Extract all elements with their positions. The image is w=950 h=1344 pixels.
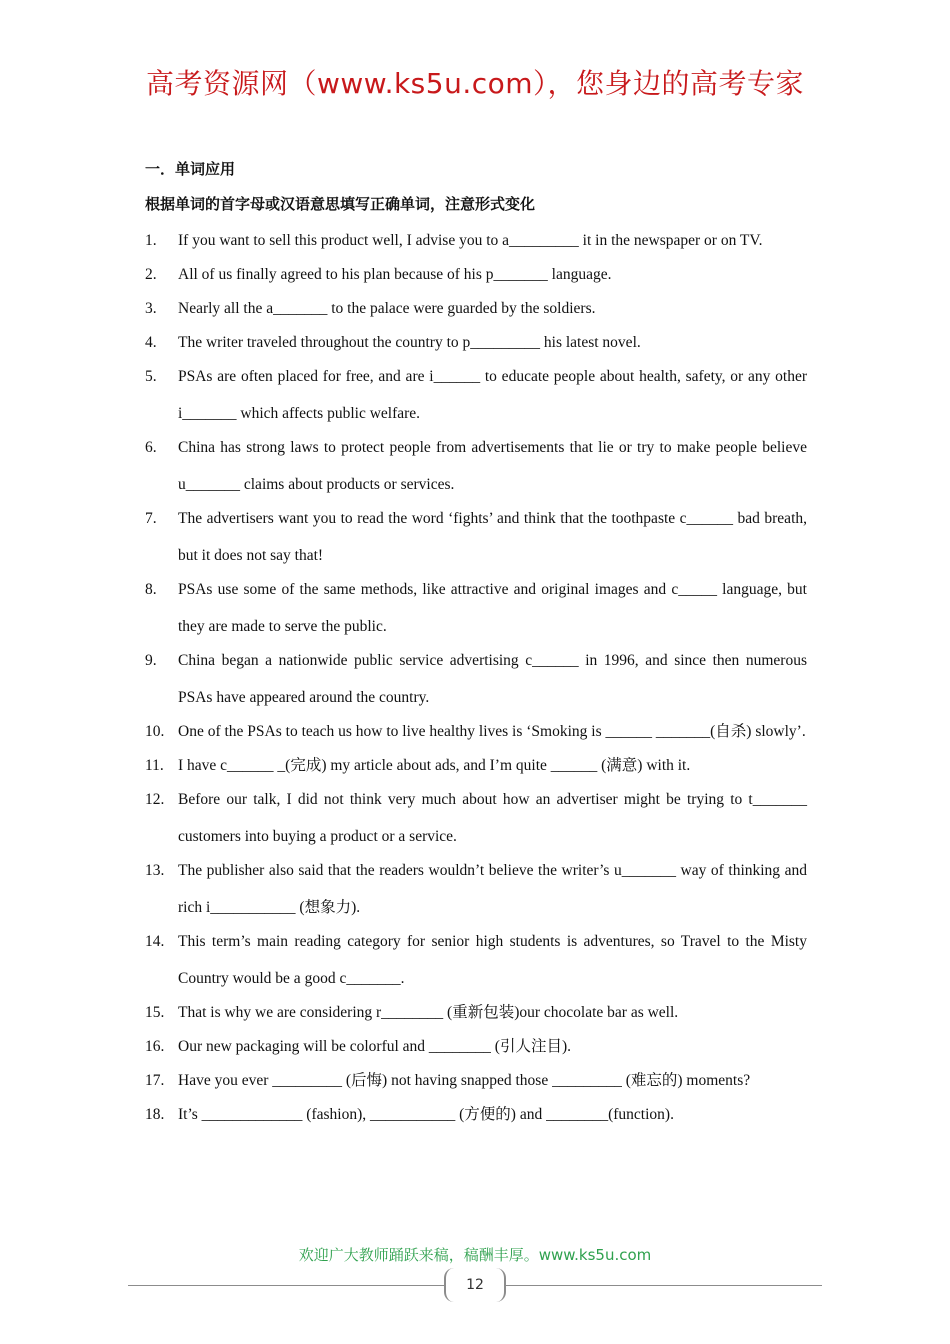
page-header-title: 高考资源网（www.ks5u.com），您身边的高考专家 [145, 67, 805, 100]
question-text: That is why we are considering r________ (重新包装)our chocolate bar as well. [178, 1004, 679, 1021]
question-text: Before our talk, I did not think very much about how an advertiser might be trying to t_______ customers into buying a product or a service. [178, 791, 807, 845]
question-number: 11. [145, 757, 164, 774]
question-text: I have c______ _(完成) my article about ads, and I’m quite ______ (满意) with it. [178, 757, 691, 774]
question-item [145, 923, 807, 997]
question-number: 8. [145, 581, 157, 598]
question-item [145, 571, 807, 645]
question-number: 2. [145, 266, 157, 283]
question-item [145, 1062, 807, 1099]
question-text: The advertisers want you to read the word ‘fights’ and think that the toothpaste c______ bad breath, but it does not say that! [178, 510, 807, 564]
question-item [145, 1028, 807, 1065]
question-item [145, 747, 807, 784]
question-item [145, 713, 807, 750]
question-number: 14. [145, 933, 165, 950]
question-number: 17. [145, 1072, 165, 1089]
question-text: Have you ever _________ (后悔) not having snapped those _________ (难忘的) moments? [178, 1072, 751, 1089]
question-number: 7. [145, 510, 157, 527]
instruction-text: 根据单词的首字母或汉语意思填写正确单词，注意形式变化 [145, 195, 536, 213]
question-text: The publisher also said that the readers wouldn’t believe the writer’s u_______ way of thinking and rich i___________ (想象力). [178, 862, 807, 916]
question-number: 18. [145, 1106, 165, 1123]
question-text: PSAs use some of the same methods, like attractive and original images and c_____ language, but they are made to serve the public. [178, 581, 807, 635]
footer-divider-right [504, 1285, 822, 1286]
question-item [145, 358, 807, 432]
question-text: All of us finally agreed to his plan because of his p_______ language. [178, 266, 612, 283]
question-number: 5. [145, 368, 157, 385]
question-item [145, 324, 807, 361]
question-item [145, 500, 807, 574]
question-number: 1. [145, 232, 157, 249]
question-number: 4. [145, 334, 157, 351]
question-number: 6. [145, 439, 157, 456]
question-item [145, 222, 807, 259]
question-text: This term’s main reading category for senior high students is adventures, so Travel to the Misty Country would be a good c_______. [178, 933, 807, 987]
question-text: One of the PSAs to teach us how to live healthy lives is ‘Smoking is ______ _______(自杀) slowly’. [178, 723, 806, 740]
question-item [145, 290, 807, 327]
section-title: 一．单词应用 [145, 160, 236, 178]
footer-divider-left [128, 1285, 446, 1286]
question-text: China began a nationwide public service advertising c______ in 1996, and since then numerous PSAs have appeared around the country. [178, 652, 807, 706]
footer-text: 欢迎广大教师踊跃来稿，稿酬丰厚。www.ks5u.com [298, 1246, 652, 1264]
worksheet-content [145, 158, 807, 1130]
question-item [145, 642, 807, 716]
question-item [145, 256, 807, 293]
question-number: 9. [145, 652, 157, 669]
question-number: 16. [145, 1038, 165, 1055]
question-number: 12. [145, 791, 165, 808]
question-number: 13. [145, 862, 165, 879]
question-text: The writer traveled throughout the country to p_________ his latest novel. [178, 334, 641, 351]
question-text: It’s _____________ (fashion), ___________ (方便的) and ________(function). [178, 1106, 674, 1123]
question-item [145, 994, 807, 1031]
question-text: If you want to sell this product well, I advise you to a_________ it in the newspaper or on TV. [178, 232, 763, 249]
question-text: China has strong laws to protect people from advertisements that lie or try to make people believe u_______ claims about products or services. [178, 439, 807, 493]
question-text: PSAs are often placed for free, and are i______ to educate people about health, safety, or any other i_______ which affects public welfare. [178, 368, 807, 422]
question-number: 10. [145, 723, 165, 740]
question-text: Nearly all the a_______ to the palace were guarded by the soldiers. [178, 300, 596, 317]
question-item [145, 429, 807, 503]
question-number: 15. [145, 1004, 165, 1021]
question-item [145, 1096, 807, 1133]
question-item [145, 781, 807, 855]
question-list [145, 222, 807, 1133]
page-number: 12 [444, 1268, 506, 1302]
question-number: 3. [145, 300, 157, 317]
question-text: Our new packaging will be colorful and ________ (引人注目). [178, 1038, 572, 1055]
question-item [145, 852, 807, 926]
